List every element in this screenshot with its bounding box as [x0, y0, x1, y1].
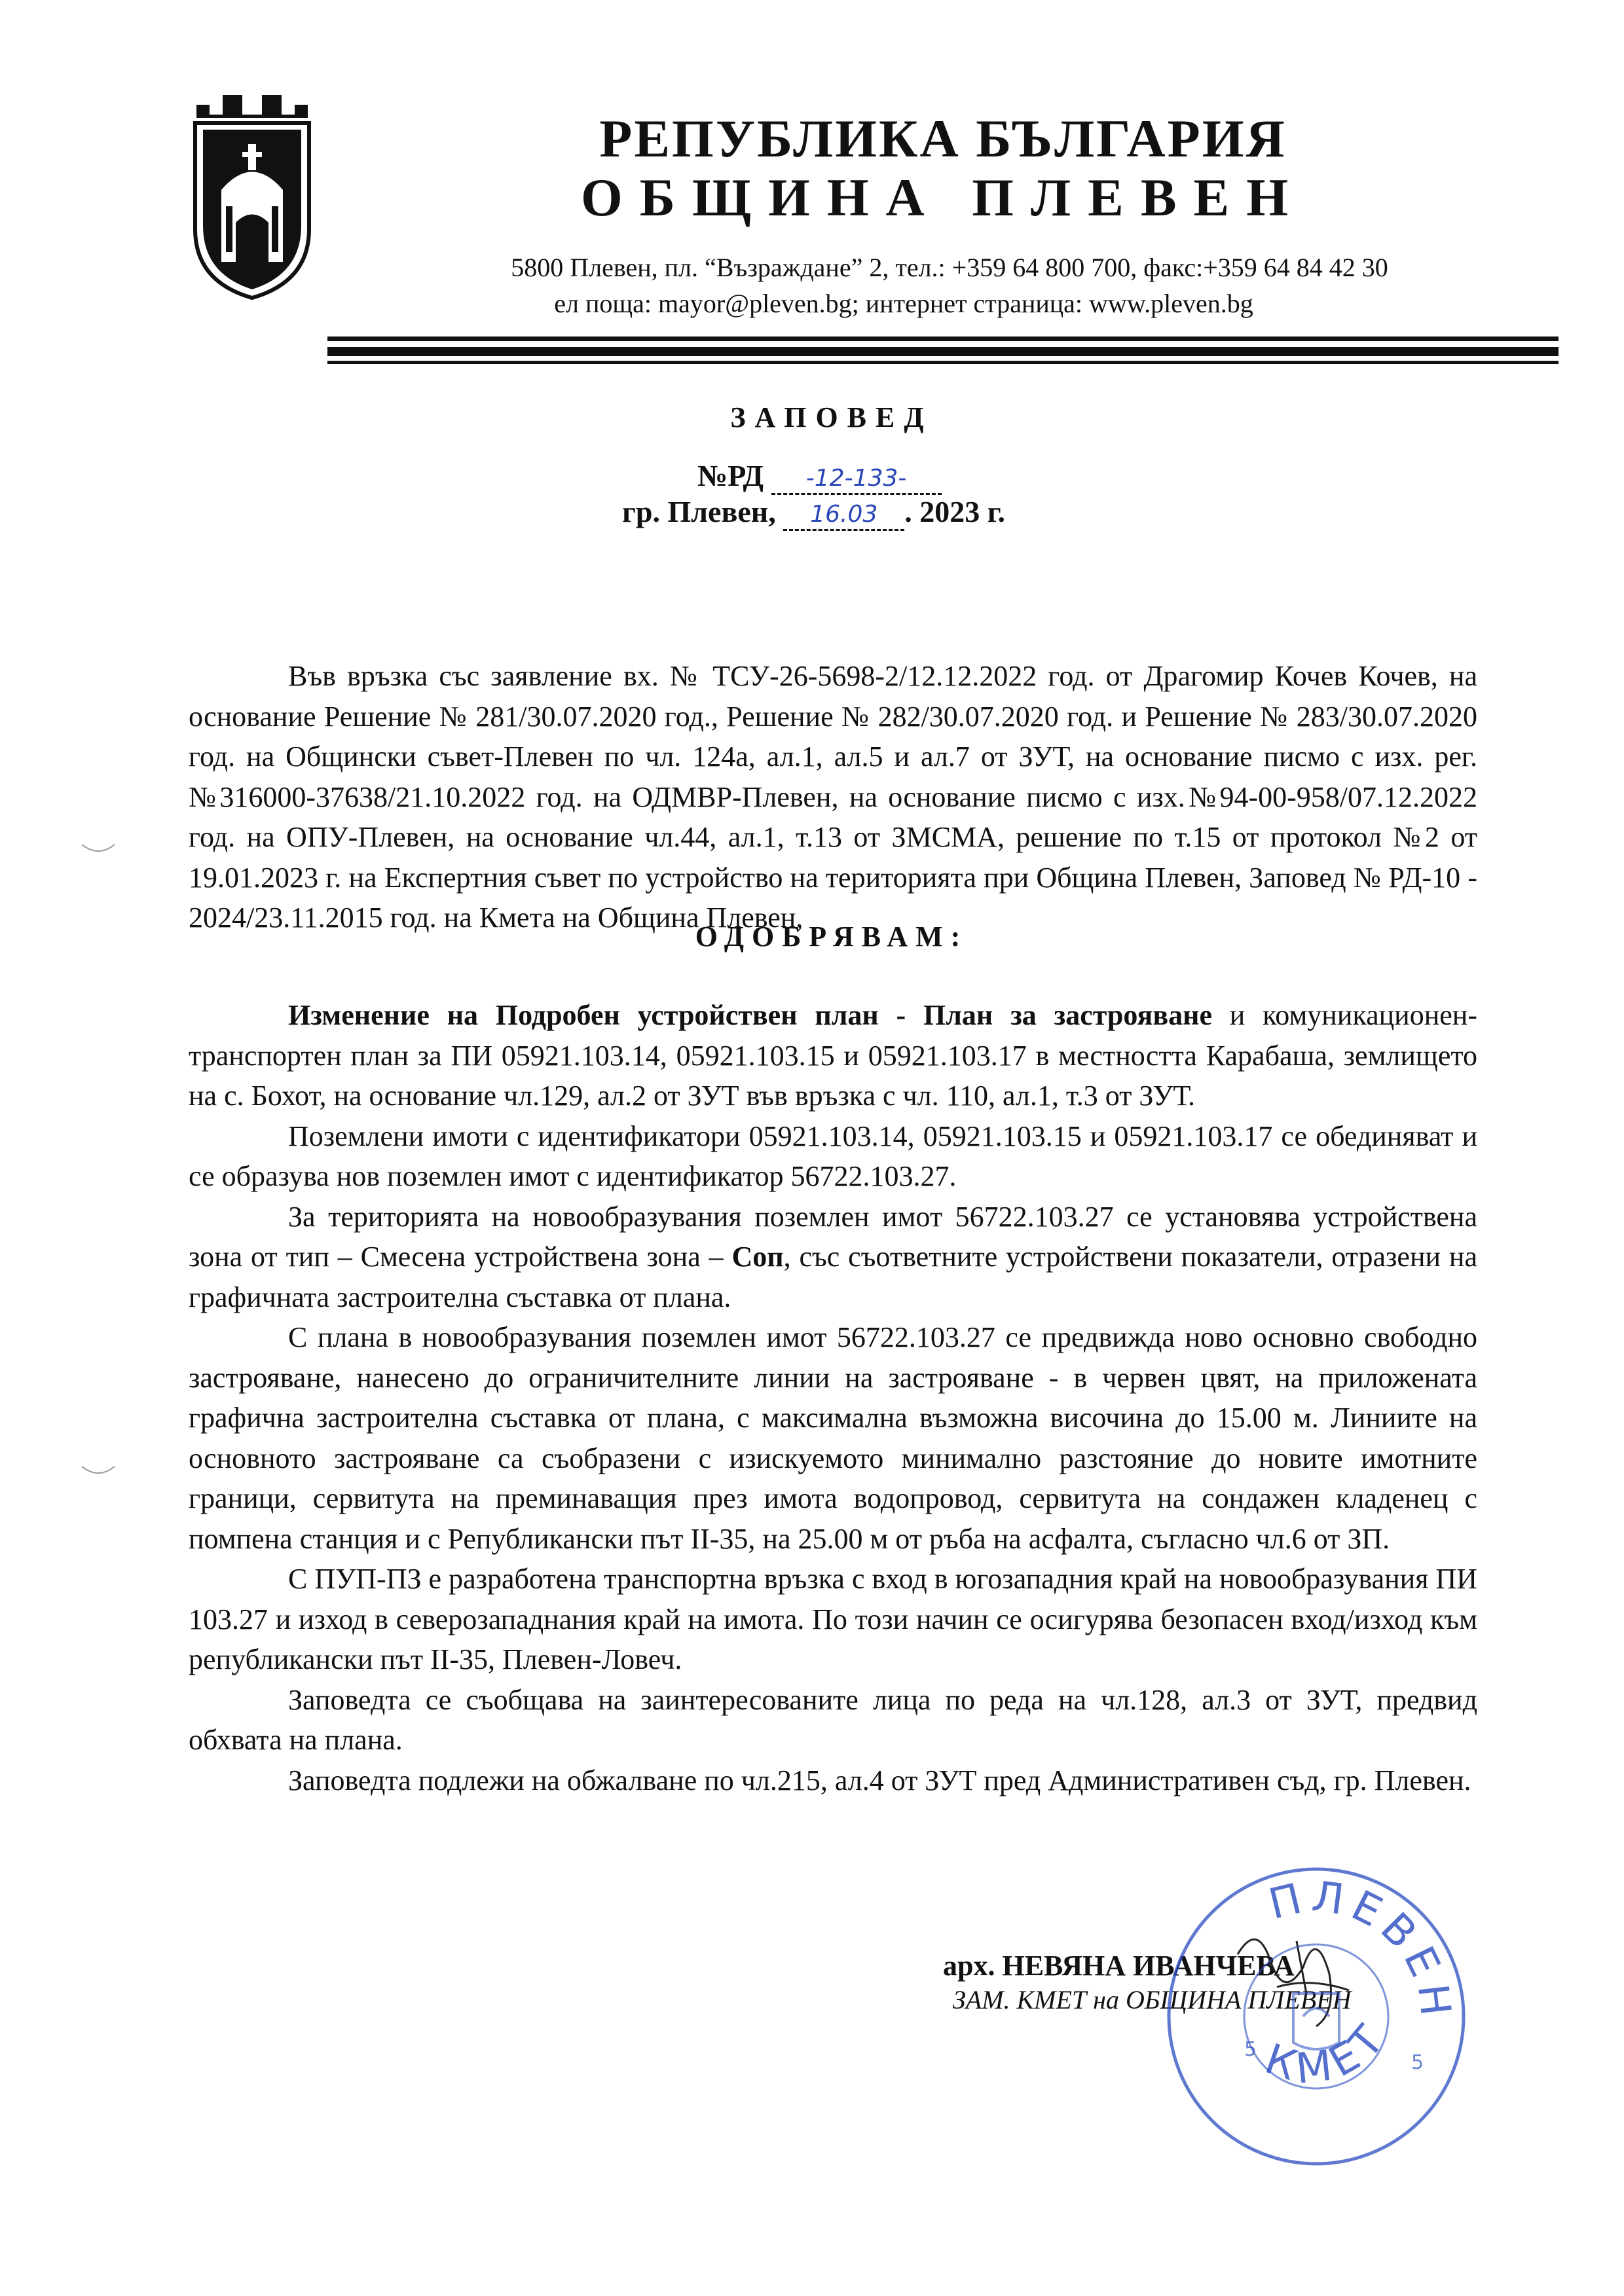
intro-text: Във връзка със заявление вх. № ТСУ-26-5698-2/12.12.2022 год. от Драгомир Кочев Кочев, на основание Решение № 281/30.07.2020 год., Решение № 282/30.07.2020 год. и Решение № 283/30.07.2020 год. на Общински съвет-Плевен по чл. 124а, ал.1, ал.5 и ал.7 от ЗУТ, на основание писмо с изх. рег.№316000-37638/21.10.2022 год. на ОДМВР-Плевен, на основание писмо с изх.№94-00-958/07.12.2022 год. на ОПУ-Плевен, на основание чл.44, ал.1, т.13 от ЗМСМА, решение по т.15 от протокол №2 от 19.01.2023 г. на Експертния съвет по устройство на територията при Община Плевен, Заповед № РД-10 - 2024/23.11.2015 год. на Кмета на Община Плевен,: [189, 660, 1477, 934]
svg-text:КМЕТ: [1249, 2005, 1405, 2109]
margin-mark: [79, 841, 118, 857]
decision-p1-bold: Изменение на Подробен устройствен план - План за застрояване: [288, 999, 1212, 1031]
approve-heading: ОДОБРЯВАМ:: [695, 920, 969, 953]
margin-mark: [79, 1463, 118, 1479]
decision-paragraph-6: Заповедта се съобщава на заинтересованите лица по реда на чл.128, ал.3 от ЗУТ, предвид обхвата на плана.: [189, 1683, 1477, 1756]
decision-paragraph-5: С ПУП-ПЗ е разработена транспортна връзка с вход в югозападния край на новообразувания ПИ 103.27 и изход в северозападнания край на имота. По този начин се осигурява безопасен вход/изход към републикански път II-35, Плевен-Ловеч.: [189, 1563, 1477, 1675]
order-number-handwritten: -12-133-: [805, 465, 907, 492]
decision-p3-bold: Соп: [731, 1241, 784, 1273]
document-title: ЗАПОВЕД: [730, 401, 933, 433]
header-title-republic: РЕПУБЛИКА БЪЛГАРИЯ: [599, 109, 1287, 168]
signatory-position: ЗАМ. КМЕТ на ОБЩИНА ПЛЕВЕН: [953, 1985, 1352, 2014]
header-address: 5800 Плевен, пл. “Възраждане” 2, тел.: +359 64 800 700, факс:+359 64 84 42 30: [511, 253, 1388, 282]
order-place: гр. Плевен,: [622, 495, 776, 528]
decision-paragraph-3: [189, 1197, 1477, 1318]
order-year: . 2023 г.: [904, 495, 1005, 528]
signatory-name: арх. НЕВЯНА ИВАНЧЕВА: [943, 1950, 1295, 1982]
order-date-handwritten: 16.03: [810, 501, 878, 528]
decision-paragraph-1: [189, 995, 1477, 1116]
decision-p3-a: За територията на новообразувания поземлен имот 56722.103.27 се установява устройствена зона от тип – Смесена устройствена зона –: [189, 1200, 1477, 1273]
order-date-field: [783, 494, 904, 531]
decision-section: [189, 995, 1477, 1800]
order-number: [697, 458, 942, 495]
intro-paragraph: [189, 656, 1477, 938]
stamp-text-bottom: КМЕТ: [1259, 2012, 1398, 2094]
order-date: [622, 494, 1005, 531]
header-divider: [327, 337, 1559, 341]
order-number-field: [771, 458, 942, 495]
header-divider: [327, 361, 1559, 364]
decision-p3-b: , със съответните устройствени показатели, отразени на графичната застроителна съставка от плана.: [189, 1241, 1477, 1313]
header-contacts: ел поща: mayor@pleven.bg; интернет страница: www.pleven.bg: [554, 289, 1253, 318]
decision-paragraph-4: С плана в новообразувания поземлен имот 56722.103.27 се предвижда ново основно свободно застрояване, нанесено до ограничителните линии на застрояване - в червен цвят, на приложената графична застроителна съставка от плана, с максимална възможна височина до 15.00 м. Линиите на основното застрояване са съобразени с изискуемото минимално разстояние до новите имотните граници, сервитута на преминаващия през имота водопровод, сервитута на сондажен кладенец с помпена станция и с Републикански път II-35, на 25.00 м от ръба на асфалта, съгласно чл.6 от ЗП.: [189, 1321, 1477, 1555]
decision-paragraph-7: Заповедта подлежи на обжалване по чл.215, ал.4 от ЗУТ пред Административен съд, гр. Плевен.: [288, 1764, 1471, 1796]
official-stamp: [1153, 1853, 1480, 2180]
order-number-prefix: №РД: [697, 459, 764, 492]
decision-p1-rest: и комуникационен-транспортен план за ПИ 05921.103.14, 05921.103.15 и 05921.103.17 в местността Карабаша, землището на с. Бохот, на основание чл.129, ал.2 от ЗУТ във връзка с чл. 110, ал.1, т.3 от ЗУТ.: [189, 999, 1477, 1112]
header-title-municipality: ОБЩИНА ПЛЕВЕН: [580, 168, 1306, 227]
decision-paragraph-2: Поземлени имоти с идентификатори 05921.103.14, 05921.103.15 и 05921.103.17 се обединяват и се образува нов поземлен имот с идентификатор 56722.103.27.: [189, 1120, 1477, 1192]
stamp-text-top: ПЛЕВЕН: [1264, 1872, 1460, 2025]
stamp-number-left: 5: [1244, 2038, 1257, 2061]
stamp-number-right: 5: [1411, 2051, 1424, 2074]
header-divider: [327, 347, 1559, 356]
